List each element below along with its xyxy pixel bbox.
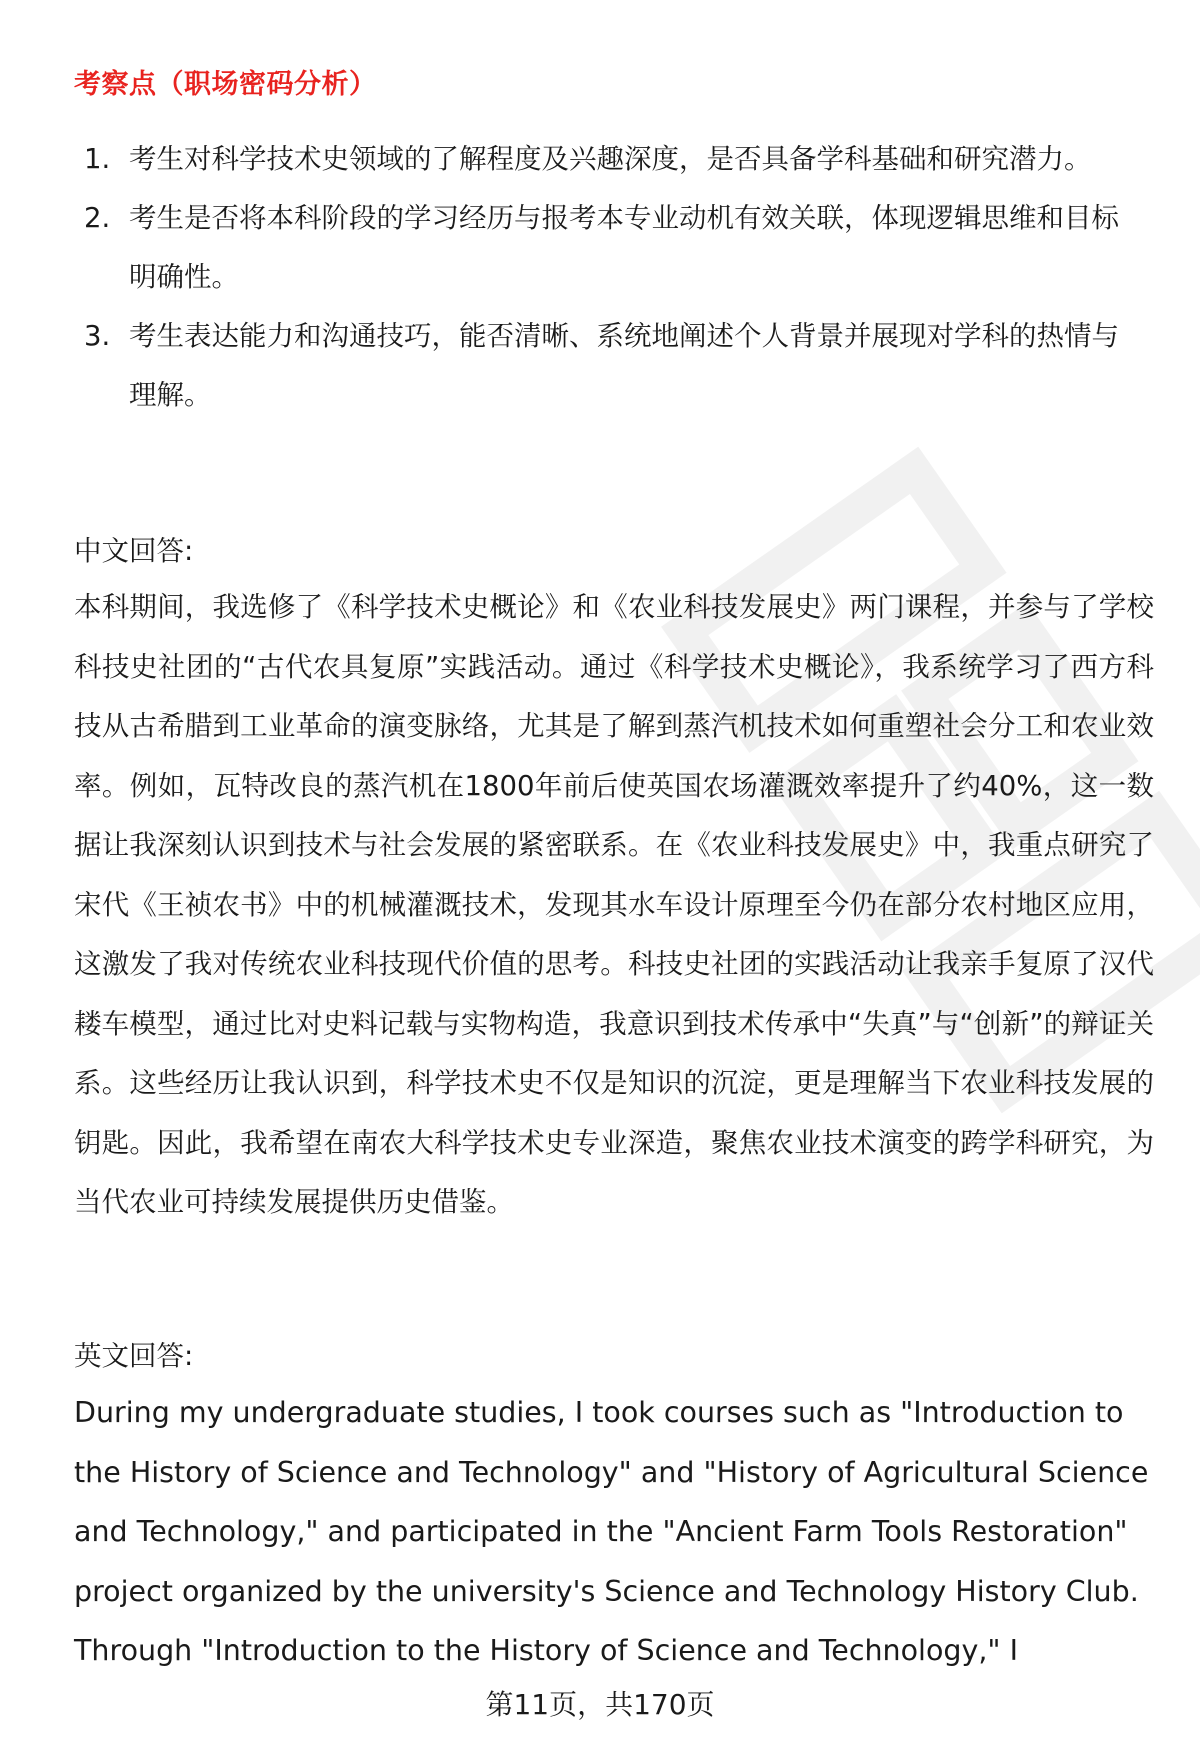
list-item: [74, 307, 1134, 425]
list-item-number: 1.: [84, 143, 111, 175]
list-item: [74, 130, 1134, 189]
english-answer-paragraph: During my undergraduate studies, I took courses such as "Introduction to the History of Science and Technology" and "History of Agricultural Science and Technology," and participated in the "Ancient Farm Tools Restoration" project organized by the university's Science and Technology History Club. Through "Introduction to the History of Science and Technology," I: [74, 1396, 1149, 1667]
list-item-text: 考生表达能力和沟通技巧，能否清晰、系统地阐述个人背景并展现对学科的热情与理解。: [129, 320, 1119, 411]
chinese-answer-label: 中文回答:: [74, 535, 194, 567]
section-heading: 考察点（职场密码分析）: [74, 69, 377, 100]
page-number-footer: 第11页，共170页: [485, 1688, 715, 1721]
list-item-text: 考生对科学技术史领域的了解程度及兴趣深度，是否具备学科基础和研究潜力。: [129, 143, 1092, 175]
chinese-answer-paragraph: 本科期间，我选修了《科学技术史概论》和《农业科技发展史》两门课程，并参与了学校科技史社团的“古代农具复原”实践活动。通过《科学技术史概论》，我系统学习了西方科技从古希腊到工业革命的演变脉络，尤其是了解到蒸汽机技术如何重塑社会分工和农业效率。例如，瓦特改良的蒸汽机在1800年前后使英国农场灌溉效率提升了约40%，这一数据让我深刻认识到技术与社会发展的紧密联系。在《农业科技发展史》中，我重点研究了宋代《王祯农书》中的机械灌溉技术，发现其水车设计原理至今仍在部分农村地区应用，这激发了我对传统农业科技现代价值的思考。科技史社团的实践活动让我亲手复原了汉代耧车模型，通过比对史料记载与实物构造，我意识到技术传承中“失真”与“创新”的辩证关系。这些经历让我认识到，科学技术史不仅是知识的沉淀，更是理解当下农业科技发展的钥匙。因此，我希望在南农大科学技术史专业深造，聚焦农业技术演变的跨学科研究，为当代农业可持续发展提供历史借鉴。: [74, 591, 1154, 1218]
list-item-number: 3.: [84, 320, 111, 352]
list-item: [74, 189, 1134, 307]
english-answer-label: 英文回答:: [74, 1340, 194, 1372]
list-item-text: 考生是否将本科阶段的学习经历与报考本专业动机有效关联，体现逻辑思维和目标明确性。: [129, 202, 1119, 293]
assessment-points-list: [74, 130, 1134, 425]
list-item-number: 2.: [84, 202, 111, 234]
